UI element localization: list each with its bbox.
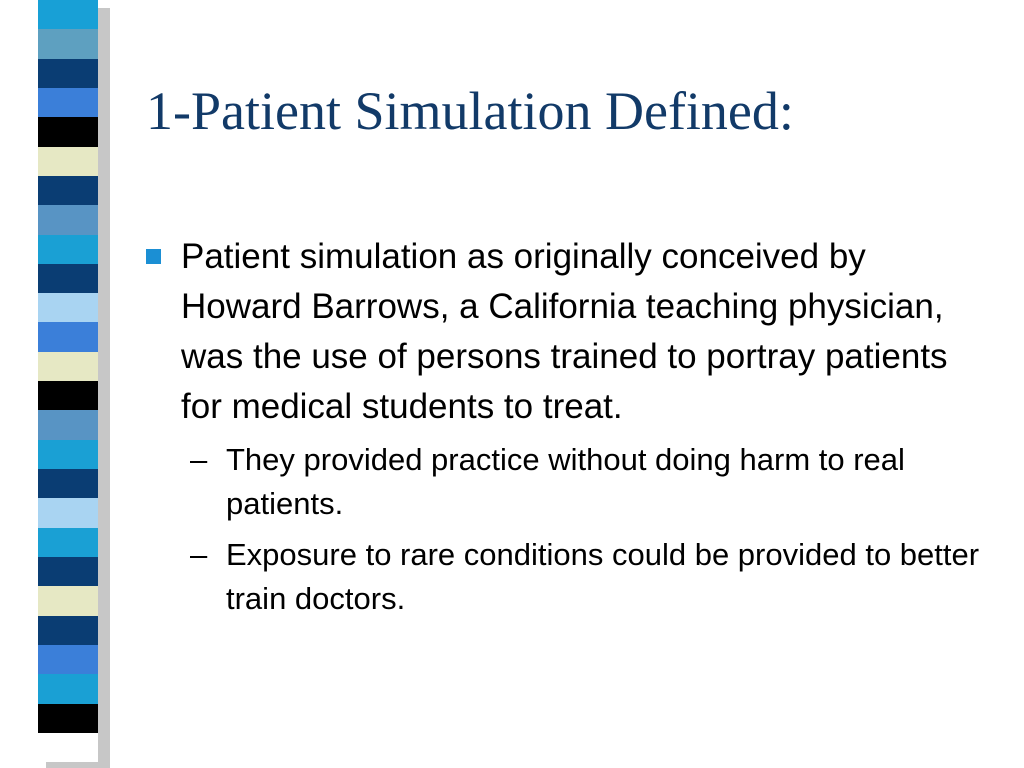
stripe-band	[38, 440, 98, 469]
slide-title: 1-Patient Simulation Defined:	[146, 81, 794, 141]
stripe-band	[38, 616, 98, 645]
stripe-band	[38, 59, 98, 88]
bullet-level-2	[190, 438, 996, 526]
stripe-band	[38, 235, 98, 264]
stripe-band	[38, 557, 98, 586]
stripe-band	[38, 352, 98, 381]
stripe-band	[38, 29, 98, 58]
bullet-level-2	[190, 533, 996, 621]
square-bullet-icon	[146, 249, 161, 264]
stripe-band	[38, 410, 98, 439]
stripe-band	[38, 117, 98, 146]
stripe-band	[38, 498, 98, 527]
stripe-band	[38, 205, 98, 234]
sub-bullet-text: Exposure to rare conditions could be provided to better train doctors.	[226, 537, 980, 616]
stripe-band	[38, 733, 98, 762]
decorative-stripe-column	[38, 0, 98, 762]
stripe-band	[38, 176, 98, 205]
stripe-band	[38, 88, 98, 117]
bullet-text: Patient simulation as originally conceived by Howard Barrows, a California teaching physician, was the use of persons trained to portray patients for medical students to treat.	[181, 237, 948, 426]
bullet-level-1	[146, 232, 996, 432]
stripe-band	[38, 0, 98, 29]
stripe-band	[38, 381, 98, 410]
stripe-band	[38, 674, 98, 703]
dash-bullet-marker: –	[190, 537, 208, 572]
stripe-band	[38, 704, 98, 733]
stripe-band	[38, 147, 98, 176]
sub-bullet-text: They provided practice without doing harm to real patients.	[226, 442, 905, 521]
stripe-band	[38, 264, 98, 293]
stripe-band	[38, 586, 98, 615]
stripe-band	[38, 469, 98, 498]
stripe-band	[38, 322, 98, 351]
stripe-band	[38, 645, 98, 674]
stripe-band	[38, 528, 98, 557]
stripe-band	[38, 293, 98, 322]
slide-body	[146, 232, 996, 621]
dash-bullet-marker: –	[190, 442, 208, 477]
